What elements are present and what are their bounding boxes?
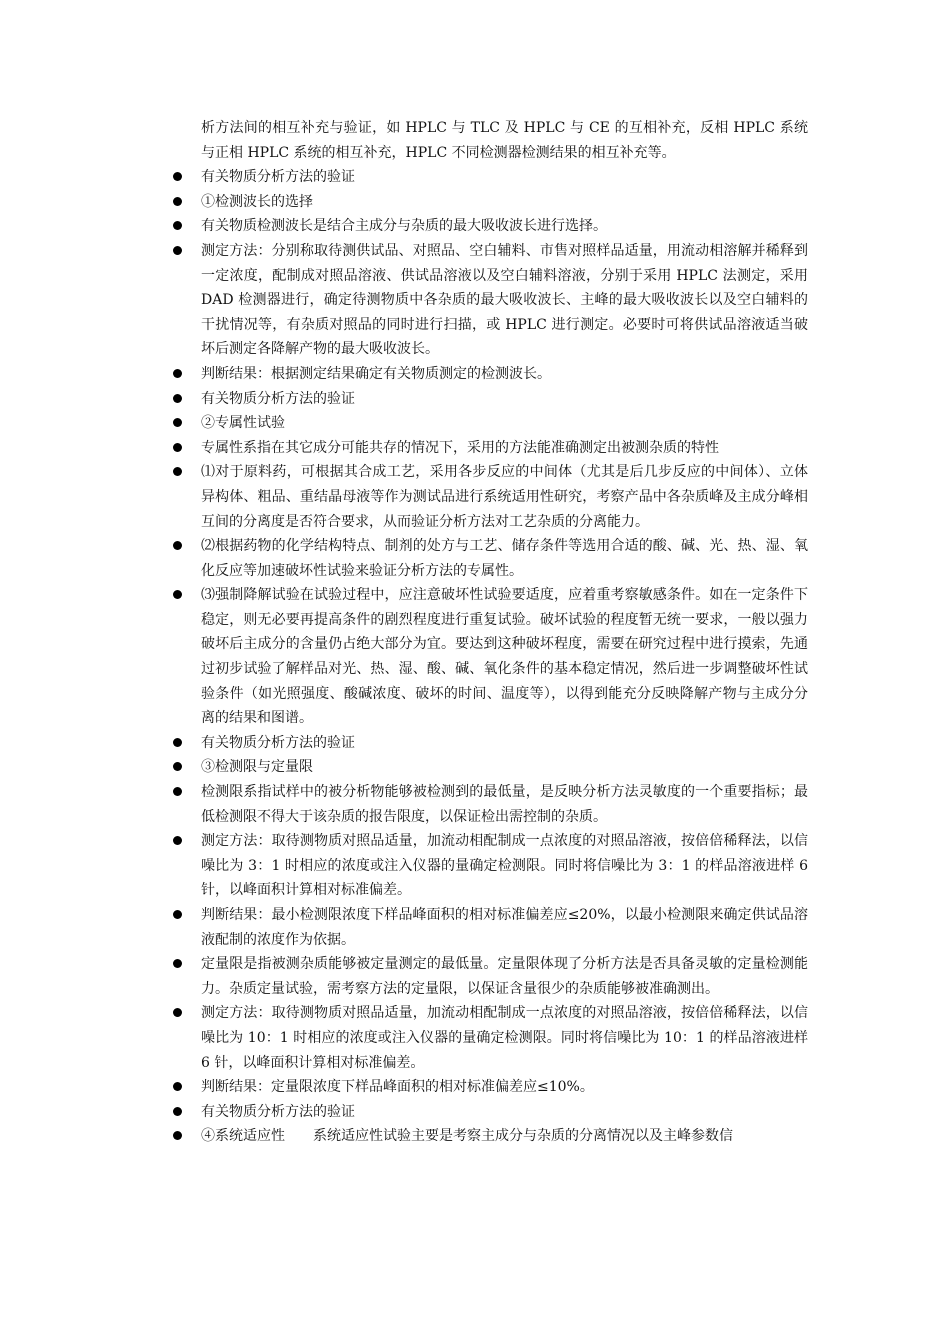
list-item: ③检测限与定量限 — [172, 755, 808, 780]
list-item: 定量限是指被测杂质能够被定量测定的最低量。定量限体现了分析方法是否具备灵敏的定量检测能力。杂质定量试验，需考察方法的定量限，以保证含量很少的杂质能够被准确测出。 — [172, 952, 808, 1001]
bullet-icon — [173, 1008, 182, 1017]
bullet-icon — [173, 590, 182, 599]
intro-paragraph: 析方法间的相互补充与验证，如 HPLC 与 TLC 及 HPLC 与 CE 的互相补充，反相 HPLC 系统与正相 HPLC 系统的相互补充，HPLC 不同检测器检测结果的相互补充等。 — [201, 120, 808, 161]
bullet-icon — [173, 1131, 182, 1140]
list-item: ④系统适应性 系统适应性试验主要是考察主成分与杂质的分离情况以及主峰参数信 — [172, 1124, 808, 1149]
bullet-icon — [173, 246, 182, 255]
bullet-icon — [173, 910, 182, 919]
bullet-icon — [173, 197, 182, 206]
bullet-icon — [173, 172, 182, 181]
list-item: ①检测波长的选择 — [172, 190, 808, 215]
bullet-icon — [173, 418, 182, 427]
bullet-list — [172, 165, 808, 1149]
list-item: ⑶强制降解试验在试验过程中，应注意破坏性试验要适度，应着重考察敏感条件。如在一定条件下稳定，则无必要再提高条件的剧烈程度进行重复试验。破坏试验的程度暂无统一要求，一般以强力破坏后主成分的含量仍占绝大部分为宜。要达到这种破坏程度，需要在研究过程中进行摸索，先通过初步试验了解样品对光、热、湿、酸、碱、氧化条件的基本稳定情况，然后进一步调整破坏性试验条件（如光照强度、酸碱浓度、破坏的时间、温度等），以得到能充分反映降解产物与主成分分离的结果和图谱。 — [172, 583, 808, 731]
list-item: 有关物质分析方法的验证 — [172, 1100, 808, 1125]
list-item: 测定方法：分别称取待测供试品、对照品、空白辅料、市售对照样品适量，用流动相溶解并稀释到一定浓度，配制成对照品溶液、供试品溶液以及空白辅料溶液，分别于采用 HPLC 法测定，采用 DAD 检测器进行，确定待测物质中各杂质的最大吸收波长、主峰的最大吸收波长以及空白辅料的干扰情况等，有杂质对照品的同时进行扫描，或 HPLC 进行测定。必要时可将供试品溶液适当破坏后测定各降解产物的最大吸收波长。 — [172, 239, 808, 362]
bullet-icon — [173, 836, 182, 845]
bullet-icon — [173, 221, 182, 230]
list-item: 专属性系指在其它成分可能共存的情况下，采用的方法能准确测定出被测杂质的特性 — [172, 436, 808, 461]
list-item: 有关物质分析方法的验证 — [172, 387, 808, 412]
list-item: 测定方法：取待测物质对照品适量，加流动相配制成一点浓度的对照品溶液，按倍倍稀释法，以信噪比为 10：1 时相应的浓度或注入仪器的量确定检测限。同时将信噪比为 10：1 的样品溶液进样 6 针，以峰面积计算相对标准偏差。 — [172, 1001, 808, 1075]
list-item: 判断结果：最小检测限浓度下样品峰面积的相对标准偏差应≤20%，以最小检测限来确定供试品溶液配制的浓度作为依据。 — [172, 903, 808, 952]
document-body — [172, 116, 808, 1149]
list-item: 有关物质检测波长是结合主成分与杂质的最大吸收波长进行选择。 — [172, 214, 808, 239]
list-item: ②专属性试验 — [172, 411, 808, 436]
bullet-icon — [173, 369, 182, 378]
bullet-icon — [173, 1107, 182, 1116]
list-item: 判断结果：根据测定结果确定有关物质测定的检测波长。 — [172, 362, 808, 387]
bullet-icon — [173, 738, 182, 747]
bullet-icon — [173, 762, 182, 771]
list-item: 检测限系指试样中的被分析物能够被检测到的最低量，是反映分析方法灵敏度的一个重要指标；最低检测限不得大于该杂质的报告限度，以保证检出需控制的杂质。 — [172, 780, 808, 829]
list-item: 有关物质分析方法的验证 — [172, 731, 808, 756]
bullet-icon — [173, 541, 182, 550]
bullet-icon — [173, 959, 182, 968]
list-item: 判断结果：定量限浓度下样品峰面积的相对标准偏差应≤10%。 — [172, 1075, 808, 1100]
bullet-icon — [173, 787, 182, 796]
list-item: 测定方法：取待测物质对照品适量，加流动相配制成一点浓度的对照品溶液，按倍倍稀释法，以信噪比为 3：1 时相应的浓度或注入仪器的量确定检测限。同时将信噪比为 3：1 的样品溶液进样 6 针，以峰面积计算相对标准偏差。 — [172, 829, 808, 903]
bullet-icon — [173, 467, 182, 476]
list-item: ⑵根据药物的化学结构特点、制剂的处方与工艺、储存条件等选用合适的酸、碱、光、热、湿、氧化反应等加速破坏性试验来验证分析方法的专属性。 — [172, 534, 808, 583]
list-item: ⑴对于原料药，可根据其合成工艺，采用各步反应的中间体（尤其是后几步反应的中间体）、立体异构体、粗品、重结晶母液等作为测试品进行系统适用性研究，考察产品中各杂质峰及主成分峰相互间的分离度是否符合要求，从而验证分析方法对工艺杂质的分离能力。 — [172, 460, 808, 534]
bullet-icon — [173, 394, 182, 403]
bullet-icon — [173, 1082, 182, 1091]
list-item: 有关物质分析方法的验证 — [172, 165, 808, 190]
bullet-icon — [173, 443, 182, 452]
